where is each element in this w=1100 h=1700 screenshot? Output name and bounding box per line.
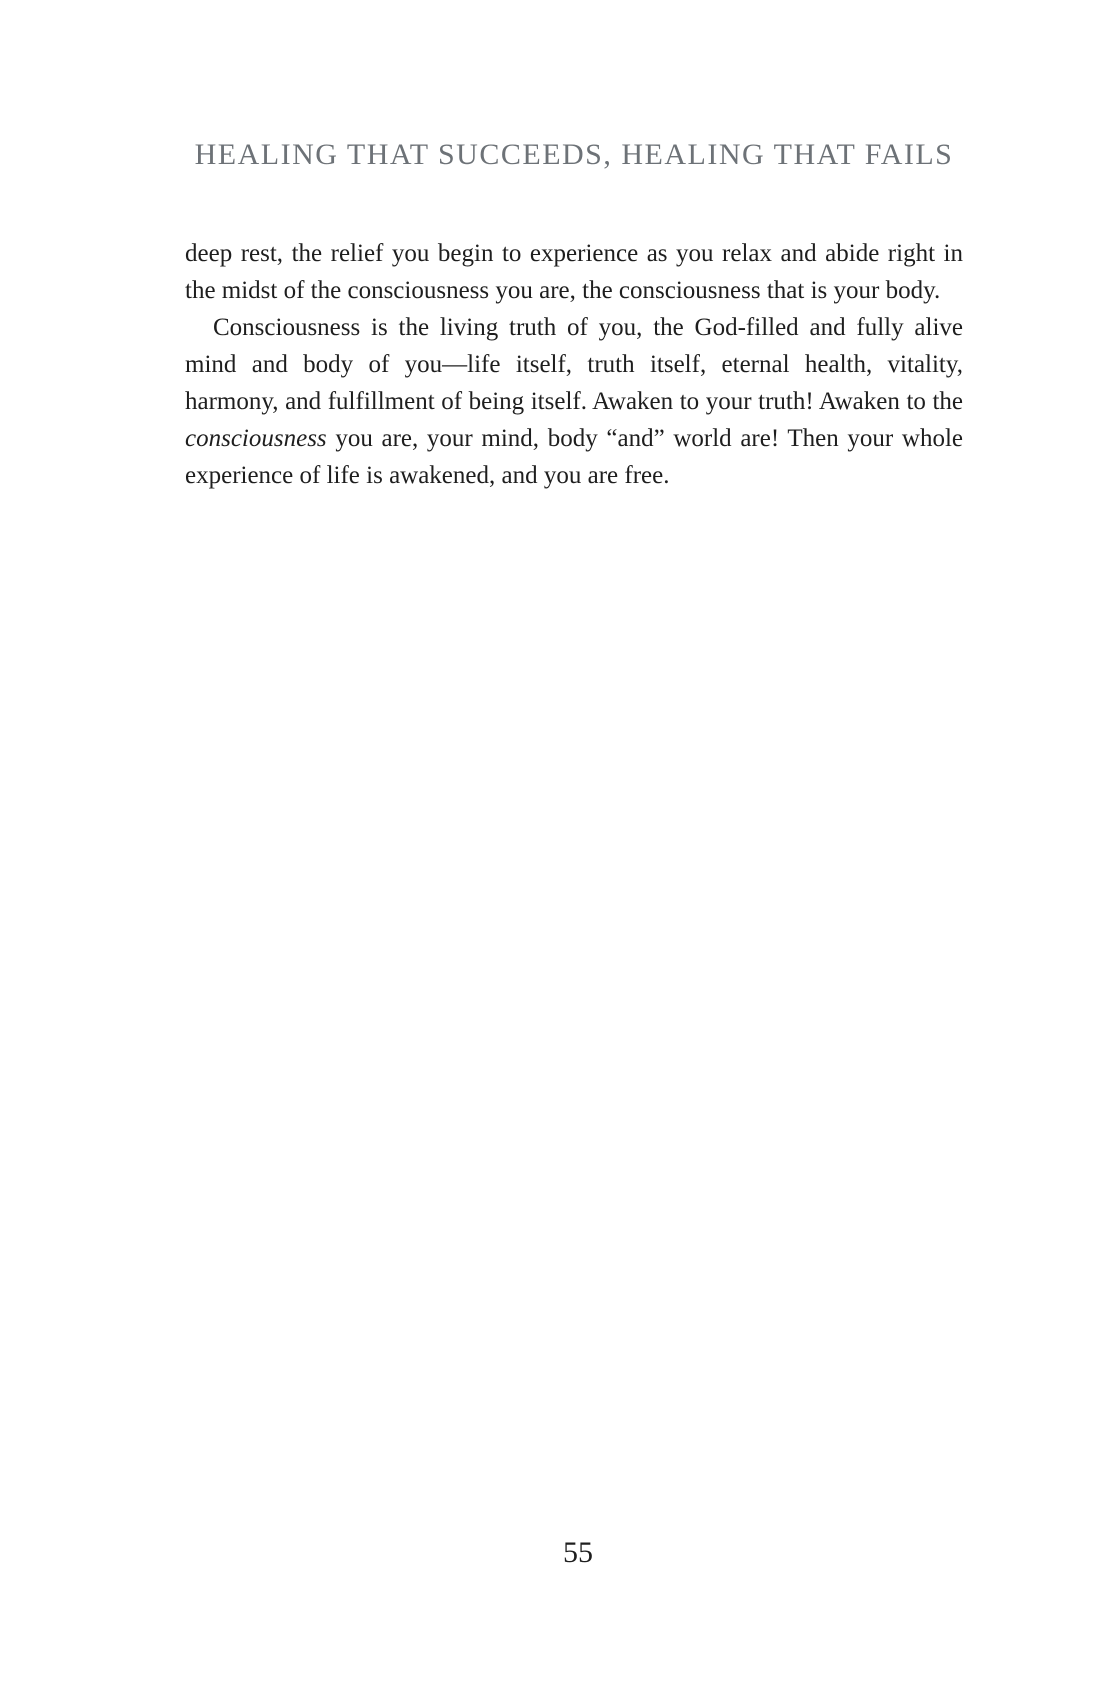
paragraph [185, 309, 963, 494]
text-run: Consciousness is the living truth of you, the God-filled and fully alive mind and body of you—life itself, truth itself, eternal health, vitality, harmony, and fulfillment of being itself. Awaken to your truth! Awaken to the [185, 314, 963, 415]
page-number: 55 [563, 1536, 593, 1569]
body-text [185, 235, 963, 494]
italic-text-run: consciousness [185, 425, 327, 452]
running-header: HEALING THAT SUCCEEDS, HEALING THAT FAILS [194, 138, 954, 171]
paragraph [185, 235, 963, 309]
text-run: deep rest, the relief you begin to experience as you relax and abide right in the midst of the consciousness you are, the consciousness that is your body. [185, 240, 963, 304]
text-run: you are, your mind, body “and” world are! Then your whole experience of life is awakened, and you are free. [185, 425, 963, 489]
